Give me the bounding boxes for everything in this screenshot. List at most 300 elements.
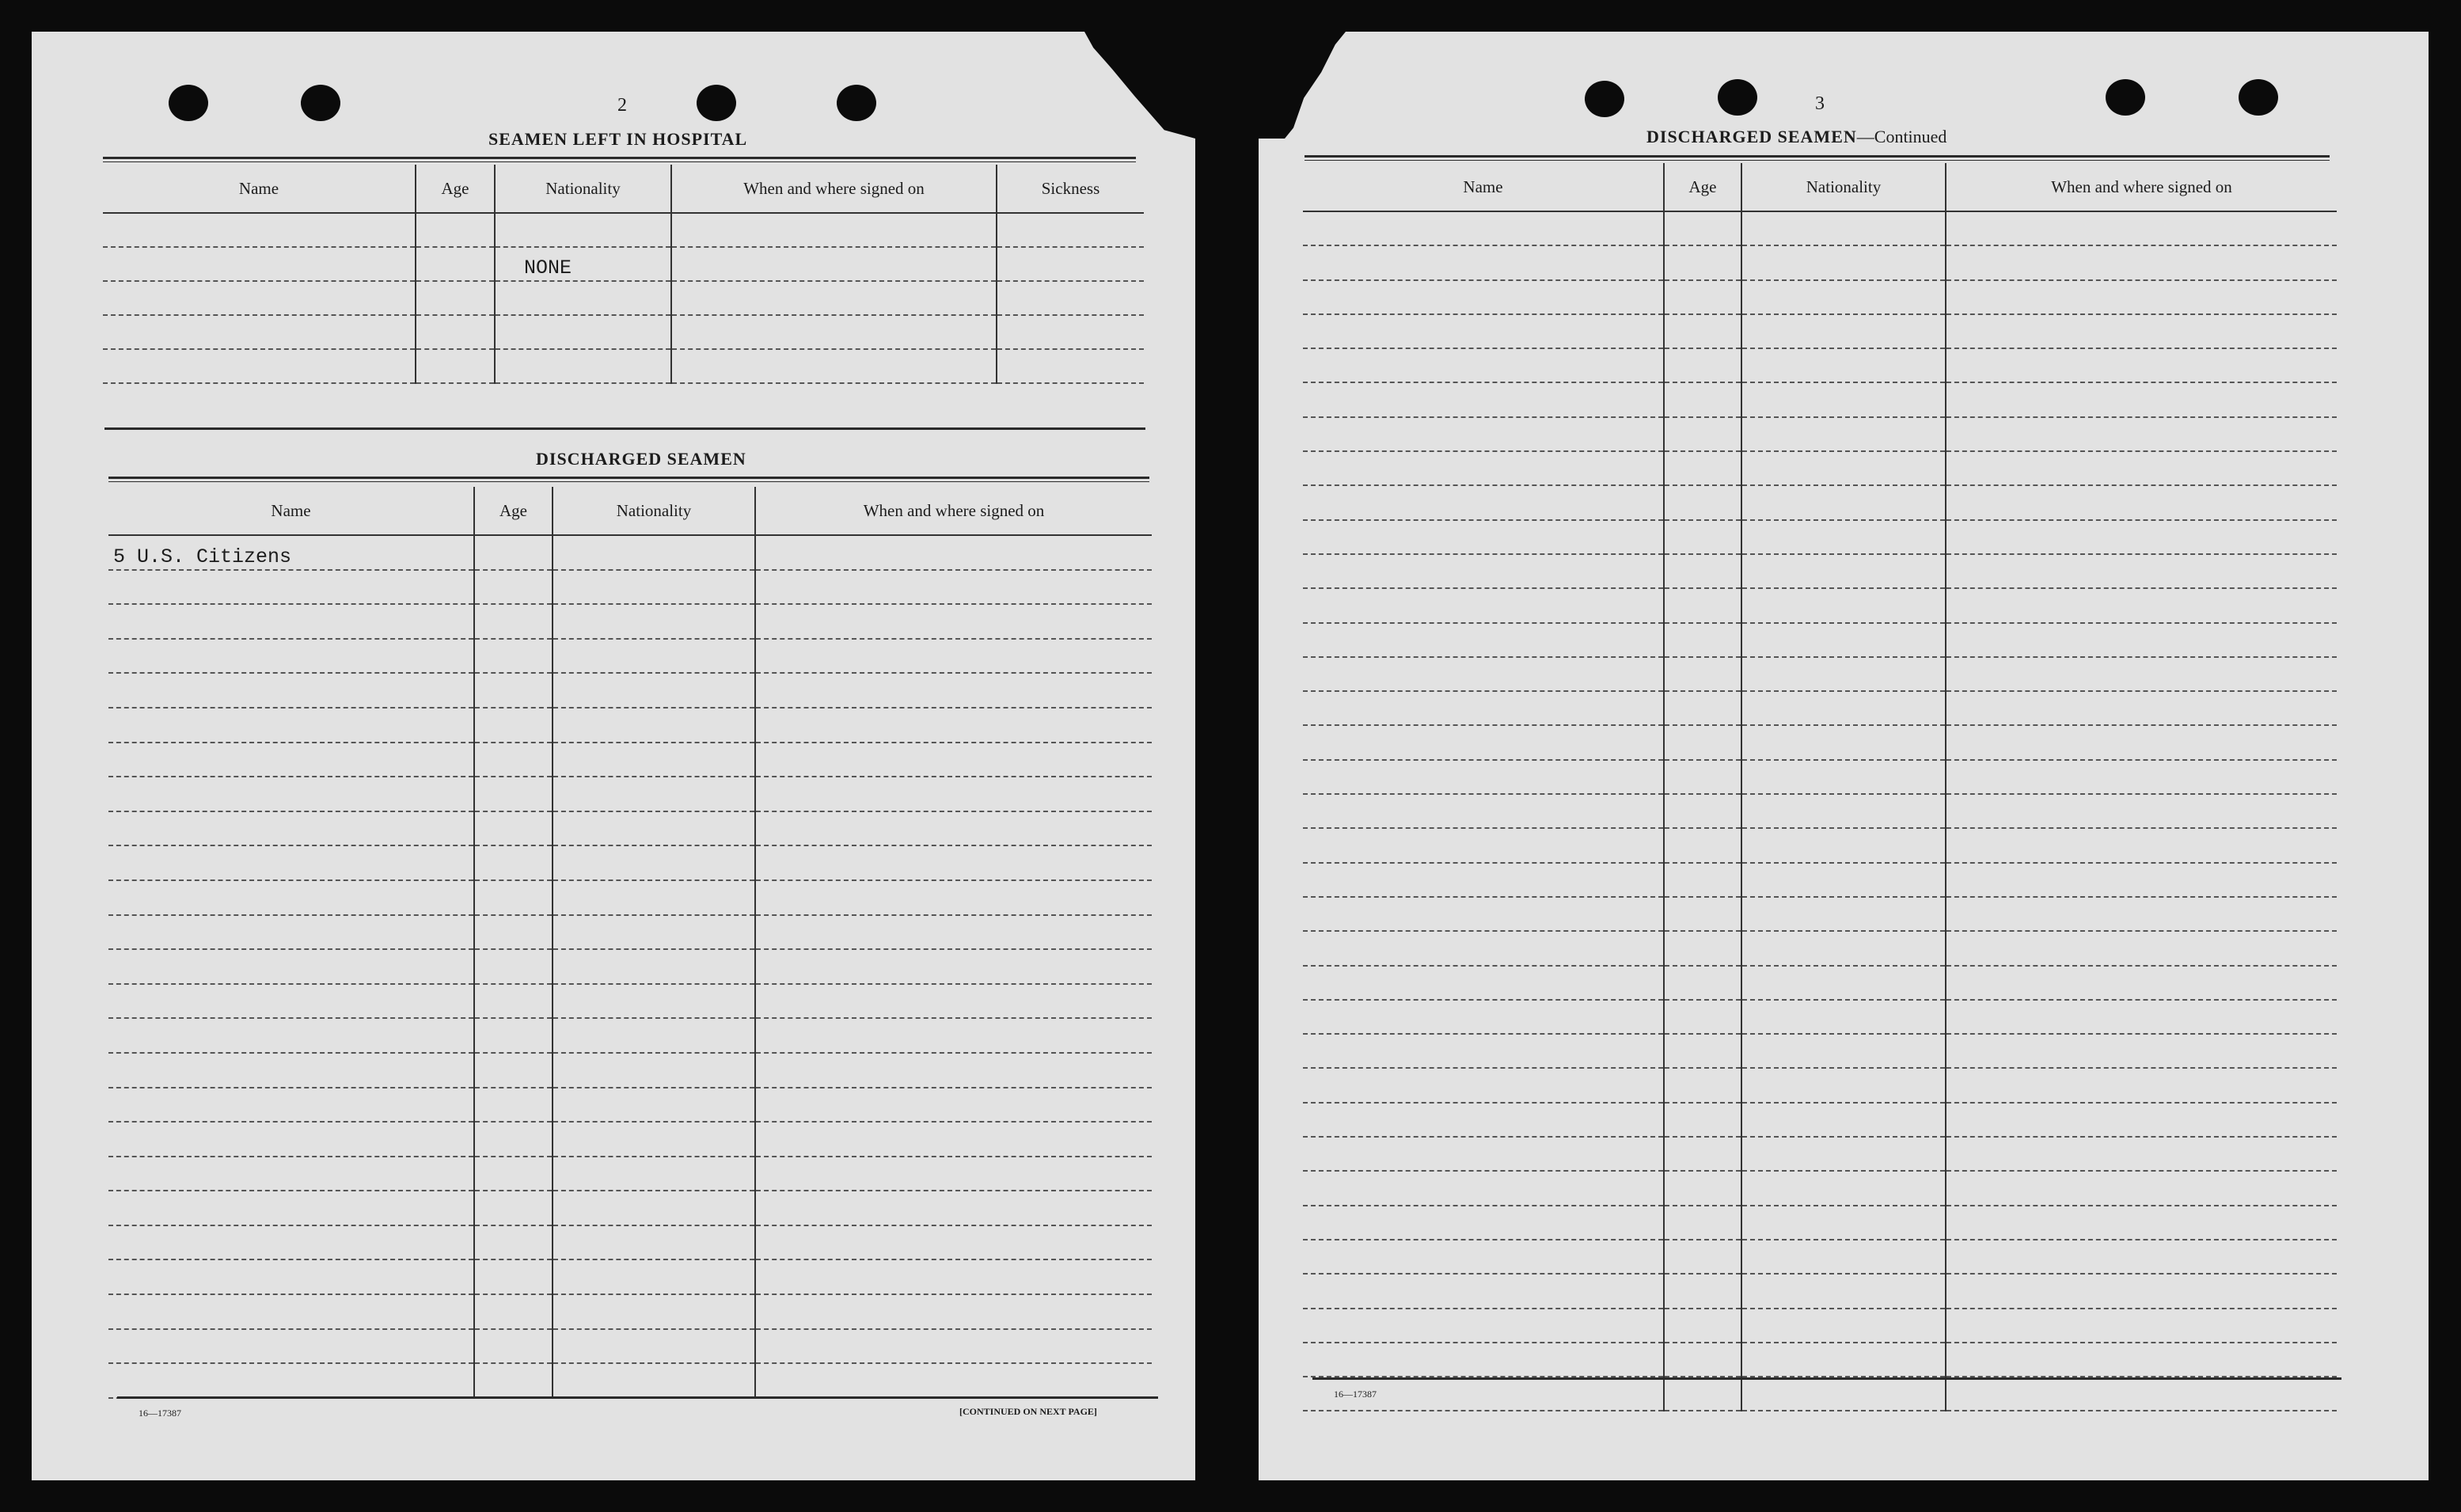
table-cell xyxy=(553,1329,755,1364)
table-cell xyxy=(108,1363,474,1398)
table-cell xyxy=(1664,931,1741,965)
table-row xyxy=(1303,1377,2337,1411)
table-cell xyxy=(108,708,474,743)
table-row xyxy=(1303,863,2337,897)
table-cell xyxy=(1664,828,1741,862)
punch-hole xyxy=(837,85,876,121)
table-row xyxy=(1303,1171,2337,1205)
table-cell xyxy=(1664,1377,1741,1411)
table-header-row xyxy=(103,165,1144,213)
table-cell xyxy=(755,1157,1152,1191)
table-row xyxy=(103,247,1144,281)
table-cell xyxy=(1664,760,1741,794)
table-cell xyxy=(474,984,553,1019)
column-header-sickness: Sickness xyxy=(997,165,1144,213)
table-cell xyxy=(755,880,1152,915)
table-cell xyxy=(755,1191,1152,1225)
table-cell xyxy=(755,777,1152,811)
table-cell xyxy=(103,213,416,247)
table-cell xyxy=(474,1225,553,1260)
table-cell xyxy=(474,915,553,950)
table-cell xyxy=(474,1053,553,1088)
column-header-name: Name xyxy=(1303,163,1664,211)
table-cell xyxy=(474,535,553,570)
table-cell xyxy=(553,811,755,846)
table-row xyxy=(108,949,1152,984)
table-cell xyxy=(1946,1240,2337,1274)
table-cell xyxy=(1303,966,1664,1000)
table-cell xyxy=(1946,520,2337,554)
table-cell xyxy=(1741,451,1946,485)
table-cell xyxy=(1741,1137,1946,1171)
table-bottom-rule xyxy=(1312,1377,2341,1380)
punch-hole xyxy=(1718,79,1757,116)
table-row xyxy=(1303,1206,2337,1240)
table-cell xyxy=(103,315,416,349)
left-page xyxy=(32,32,1195,1480)
table-cell xyxy=(1303,451,1664,485)
table-cell xyxy=(108,1191,474,1225)
table-cell xyxy=(1741,657,1946,691)
table-cell xyxy=(1664,966,1741,1000)
table-cell xyxy=(1946,245,2337,279)
table-row xyxy=(108,880,1152,915)
table-cell: NONE xyxy=(495,247,671,281)
table-cell xyxy=(1946,760,2337,794)
table-cell xyxy=(1664,1137,1741,1171)
table-cell xyxy=(671,247,997,281)
table-cell xyxy=(1946,897,2337,931)
table-cell xyxy=(1303,657,1664,691)
table-cell xyxy=(997,247,1144,281)
table-cell xyxy=(1946,828,2337,862)
table-cell xyxy=(1741,725,1946,759)
table-cell xyxy=(1664,520,1741,554)
column-header-name: Name xyxy=(103,165,416,213)
table-cell xyxy=(553,1157,755,1191)
table-cell xyxy=(553,1363,755,1398)
table-row xyxy=(108,845,1152,880)
table-cell xyxy=(1741,863,1946,897)
column-header-age: Age xyxy=(474,487,553,535)
table-cell xyxy=(1741,417,1946,451)
table-cell xyxy=(553,777,755,811)
table-row xyxy=(1303,966,2337,1000)
table-cell xyxy=(1741,1240,1946,1274)
table-cell xyxy=(755,1088,1152,1123)
table-row xyxy=(1303,931,2337,965)
table-cell xyxy=(416,315,495,349)
table-row xyxy=(1303,1309,2337,1343)
table-cell xyxy=(1303,828,1664,862)
table-row xyxy=(1303,485,2337,519)
table-cell xyxy=(553,673,755,708)
table-cell xyxy=(1946,588,2337,622)
table-cell xyxy=(108,949,474,984)
table-cell xyxy=(1946,451,2337,485)
table-row xyxy=(1303,382,2337,416)
table-cell xyxy=(1946,657,2337,691)
table-cell xyxy=(1741,931,1946,965)
table-cell xyxy=(1664,691,1741,725)
table-cell xyxy=(1946,623,2337,657)
table-cell xyxy=(103,349,416,383)
table-cell xyxy=(474,743,553,777)
table-cell xyxy=(553,1122,755,1157)
table-cell xyxy=(108,1225,474,1260)
table-cell xyxy=(1741,1103,1946,1137)
section-title-discharged-continued xyxy=(1646,127,1946,147)
section-title-hospital: SEAMEN LEFT IN HOSPITAL xyxy=(488,129,748,149)
table-cell xyxy=(1303,588,1664,622)
table-row xyxy=(103,349,1144,383)
table-cell xyxy=(553,845,755,880)
punch-hole xyxy=(697,85,736,121)
table-cell xyxy=(1303,897,1664,931)
column-header-age: Age xyxy=(1664,163,1741,211)
table-cell xyxy=(1303,623,1664,657)
table-cell xyxy=(1741,588,1946,622)
table-row xyxy=(108,673,1152,708)
right-page xyxy=(1259,32,2429,1480)
column-header-signed-on: When and where signed on xyxy=(1946,163,2337,211)
table-cell xyxy=(1946,966,2337,1000)
table-cell xyxy=(1664,280,1741,314)
table-cell xyxy=(755,639,1152,674)
table-cell xyxy=(1946,931,2337,965)
table-cell xyxy=(1946,554,2337,588)
table-row xyxy=(108,1225,1152,1260)
table-header-row xyxy=(1303,163,2337,211)
table-row xyxy=(1303,348,2337,382)
form-number: 16—17387 xyxy=(139,1408,181,1419)
column-header-signed-on: When and where signed on xyxy=(755,487,1152,535)
table-cell xyxy=(1946,314,2337,348)
torn-corner xyxy=(1259,32,1346,139)
table-cell xyxy=(1303,1240,1664,1274)
table-cell xyxy=(1946,1309,2337,1343)
column-header-name: Name xyxy=(108,487,474,535)
table-cell xyxy=(1303,1206,1664,1240)
table-cell xyxy=(553,708,755,743)
table-cell xyxy=(1303,417,1664,451)
title-rule xyxy=(108,477,1149,482)
table-cell xyxy=(474,1191,553,1225)
table-cell xyxy=(1741,691,1946,725)
table-bottom-rule xyxy=(117,1396,1158,1399)
table-cell xyxy=(474,1329,553,1364)
table-cell xyxy=(553,1259,755,1294)
table-row xyxy=(1303,760,2337,794)
table-cell xyxy=(108,604,474,639)
table-cell xyxy=(755,1053,1152,1088)
table-cell xyxy=(1303,1309,1664,1343)
table-cell xyxy=(553,1088,755,1123)
table-cell xyxy=(108,743,474,777)
table-cell xyxy=(1664,1000,1741,1034)
table-cell xyxy=(1946,1137,2337,1171)
table-cell xyxy=(1303,245,1664,279)
table-cell xyxy=(1946,382,2337,416)
table-row xyxy=(1303,1068,2337,1102)
table-cell xyxy=(1664,245,1741,279)
table-row xyxy=(103,213,1144,247)
title-rule xyxy=(1305,155,2330,161)
table-cell xyxy=(755,1294,1152,1329)
table-cell xyxy=(1664,348,1741,382)
table-row xyxy=(103,315,1144,349)
column-header-nationality: Nationality xyxy=(553,487,755,535)
table-row xyxy=(108,1191,1152,1225)
table-row xyxy=(1303,1000,2337,1034)
table-cell xyxy=(1946,725,2337,759)
continued-note: [CONTINUED ON NEXT PAGE] xyxy=(959,1406,1097,1417)
table-cell xyxy=(1946,280,2337,314)
table-cell xyxy=(1664,1206,1741,1240)
table-cell xyxy=(1303,1034,1664,1068)
table-row xyxy=(108,639,1152,674)
table-row xyxy=(1303,1137,2337,1171)
table-cell xyxy=(1664,1274,1741,1308)
table-row xyxy=(1303,211,2337,245)
table-row xyxy=(108,811,1152,846)
table-cell xyxy=(108,915,474,950)
table-cell xyxy=(755,1259,1152,1294)
table-cell xyxy=(1741,1000,1946,1034)
table-cell xyxy=(755,1122,1152,1157)
section-title-suffix: —Continued xyxy=(1856,127,1947,146)
column-header-signed-on: When and where signed on xyxy=(671,165,997,213)
table-cell xyxy=(108,1053,474,1088)
table-cell xyxy=(1741,828,1946,862)
table-cell xyxy=(1946,863,2337,897)
table-header-row xyxy=(108,487,1152,535)
page-number: 2 xyxy=(617,95,627,116)
title-rule xyxy=(103,157,1136,162)
table-cell xyxy=(1741,1343,1946,1377)
table-row xyxy=(1303,1343,2337,1377)
table-cell xyxy=(1741,211,1946,245)
table-cell xyxy=(1664,1240,1741,1274)
table-cell xyxy=(1303,863,1664,897)
table-cell xyxy=(1946,348,2337,382)
table-cell xyxy=(1303,1068,1664,1102)
table-cell xyxy=(1741,348,1946,382)
table-row xyxy=(108,743,1152,777)
table-cell xyxy=(495,315,671,349)
table-row xyxy=(1303,623,2337,657)
column-header-nationality: Nationality xyxy=(1741,163,1946,211)
table-cell xyxy=(553,570,755,605)
table-cell xyxy=(474,1157,553,1191)
table-cell xyxy=(755,984,1152,1019)
table-row xyxy=(108,535,1152,570)
table-row xyxy=(103,281,1144,315)
table-cell xyxy=(474,1018,553,1053)
table-cell xyxy=(108,1259,474,1294)
table-cell xyxy=(474,949,553,984)
table-cell xyxy=(1664,897,1741,931)
table-cell xyxy=(1303,520,1664,554)
table-cell xyxy=(1664,314,1741,348)
table-row xyxy=(1303,280,2337,314)
table-cell xyxy=(755,1329,1152,1364)
table-cell xyxy=(1664,657,1741,691)
discharged-continued-table xyxy=(1303,163,2337,1411)
table-cell xyxy=(495,281,671,315)
punch-hole xyxy=(2239,79,2278,116)
table-cell xyxy=(553,639,755,674)
table-cell xyxy=(1664,417,1741,451)
table-cell xyxy=(108,1088,474,1123)
table-cell xyxy=(1946,1171,2337,1205)
table-cell xyxy=(553,1018,755,1053)
table-cell xyxy=(1303,1000,1664,1034)
table-cell xyxy=(1664,863,1741,897)
table-cell xyxy=(1664,1343,1741,1377)
table-row xyxy=(108,1294,1152,1329)
table-row xyxy=(1303,451,2337,485)
table-cell xyxy=(1664,588,1741,622)
punch-hole xyxy=(1585,81,1624,117)
table-cell xyxy=(1664,1068,1741,1102)
table-row xyxy=(1303,1240,2337,1274)
table-cell xyxy=(1946,794,2337,828)
table-row xyxy=(1303,417,2337,451)
table-cell xyxy=(1303,1171,1664,1205)
table-cell xyxy=(553,604,755,639)
table-row xyxy=(108,1259,1152,1294)
section-title-text: DISCHARGED SEAMEN xyxy=(1646,127,1857,146)
table-row xyxy=(108,915,1152,950)
table-cell xyxy=(474,777,553,811)
table-row xyxy=(1303,554,2337,588)
table-cell xyxy=(997,281,1144,315)
table-cell xyxy=(1741,280,1946,314)
table-row xyxy=(1303,1034,2337,1068)
table-cell xyxy=(416,213,495,247)
hospital-table xyxy=(103,165,1144,384)
table-row xyxy=(1303,588,2337,622)
table-cell xyxy=(671,213,997,247)
table-cell xyxy=(474,708,553,743)
table-cell xyxy=(495,213,671,247)
table-cell: 5 U.S. Citizens xyxy=(108,535,474,570)
table-cell xyxy=(108,811,474,846)
table-cell xyxy=(1741,1274,1946,1308)
table-cell xyxy=(755,673,1152,708)
table-cell xyxy=(755,845,1152,880)
table-cell xyxy=(553,949,755,984)
table-cell xyxy=(1946,1206,2337,1240)
discharged-table xyxy=(108,487,1152,1399)
table-cell xyxy=(474,845,553,880)
torn-corner xyxy=(1084,32,1195,139)
table-cell xyxy=(1741,623,1946,657)
table-cell xyxy=(671,281,997,315)
table-cell xyxy=(108,1122,474,1157)
table-cell xyxy=(416,349,495,383)
punch-hole xyxy=(169,85,208,121)
table-cell xyxy=(1303,485,1664,519)
table-cell xyxy=(1664,794,1741,828)
table-cell xyxy=(1664,725,1741,759)
table-cell xyxy=(1303,760,1664,794)
table-cell xyxy=(495,349,671,383)
table-cell xyxy=(1303,280,1664,314)
table-cell xyxy=(108,639,474,674)
table-cell xyxy=(1664,451,1741,485)
form-number: 16—17387 xyxy=(1334,1389,1377,1400)
column-header-age: Age xyxy=(416,165,495,213)
table-row xyxy=(1303,657,2337,691)
table-cell xyxy=(755,1363,1152,1398)
table-cell xyxy=(1303,1343,1664,1377)
table-cell xyxy=(108,1329,474,1364)
table-row xyxy=(108,1363,1152,1398)
table-cell xyxy=(1303,1103,1664,1137)
table-cell xyxy=(553,915,755,950)
table-cell xyxy=(1741,1068,1946,1102)
table-cell xyxy=(1741,1206,1946,1240)
table-cell xyxy=(474,604,553,639)
table-cell xyxy=(755,570,1152,605)
table-cell xyxy=(416,247,495,281)
table-cell xyxy=(553,1191,755,1225)
table-cell xyxy=(1741,794,1946,828)
table-cell xyxy=(474,1122,553,1157)
table-cell xyxy=(997,349,1144,383)
table-row xyxy=(1303,1103,2337,1137)
table-cell xyxy=(1946,1274,2337,1308)
table-cell xyxy=(1741,245,1946,279)
table-cell xyxy=(553,1294,755,1329)
table-row xyxy=(1303,245,2337,279)
table-cell xyxy=(1946,1068,2337,1102)
table-cell xyxy=(1303,725,1664,759)
table-row xyxy=(1303,314,2337,348)
table-cell xyxy=(755,1018,1152,1053)
table-cell xyxy=(1303,314,1664,348)
punch-hole xyxy=(301,85,340,121)
table-bottom-rule xyxy=(104,427,1145,430)
table-cell xyxy=(108,1018,474,1053)
table-cell xyxy=(474,639,553,674)
table-cell xyxy=(1946,1034,2337,1068)
table-cell xyxy=(1946,1103,2337,1137)
table-cell xyxy=(755,743,1152,777)
section-title-discharged: DISCHARGED SEAMEN xyxy=(536,449,746,469)
table-cell xyxy=(1741,485,1946,519)
table-row xyxy=(108,1329,1152,1364)
table-cell xyxy=(553,880,755,915)
table-cell xyxy=(108,880,474,915)
table-cell xyxy=(1303,931,1664,965)
table-cell xyxy=(997,213,1144,247)
table-cell xyxy=(1946,1000,2337,1034)
table-cell xyxy=(474,1088,553,1123)
table-cell xyxy=(1946,691,2337,725)
table-cell xyxy=(1741,1377,1946,1411)
table-cell xyxy=(1741,314,1946,348)
table-row xyxy=(108,1018,1152,1053)
table-row xyxy=(108,777,1152,811)
table-cell xyxy=(553,743,755,777)
table-cell xyxy=(108,673,474,708)
table-cell xyxy=(1664,382,1741,416)
table-cell xyxy=(103,281,416,315)
table-cell xyxy=(1946,1343,2337,1377)
